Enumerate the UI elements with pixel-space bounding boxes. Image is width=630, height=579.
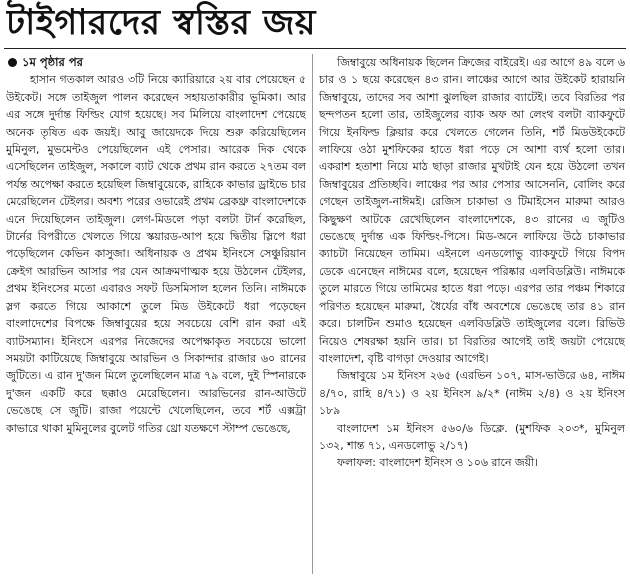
headline-rule (4, 48, 626, 49)
left-column-text: হাসান গতকাল আরও ৩টি নিয়ে ক্যারিয়ারে ২য় বার পেয়েছেন ৫ উইকেট। সঙ্গে তাইজুল পালন করেছেন সহায়তাকারীর ভূমিকা। আর এর সঙ্গে দুর্দান্ত ফিল্ডিং যোগ হয়েছে। সব মিলিয়ে বাংলাদেশ পেয়েছে অনেক তৃষিত এক জয়ই। আবু জায়েদকে দিয়ে শুরু করিয়েছিলেন মুমিনুল, মুভমেন্টও পেয়েছিলেন এই পেসার। আরেক দিক থেকে এসেছিলেন তাইজুল, সকালে ব্যাট থেকে প্রথম রান করতে ২৭তম বল পর্যন্ত অপেক্ষা করতে হয়েছিল জিম্বাবুয়েকে, রাহিকে কাভার ড্রাইভে চার মেরেছিলেন টেইলর। অবশ্য পরের ওভারেই প্রথম ব্রেকথ্রু বাংলাদেশকে এনে দিয়েছিলেন তাইজুল। লেগ-মিডলে পড়া বলটা টার্ন করেছিল, টার্নের বিপরীতে খেলতে গিয়ে স্কয়ারড-আপ হয়ে দ্বিতীয় স্লিপে ধরা পড়েছিলেন কেভিন কাসুজা। অধিনায়ক ও প্রথম ইনিংসে সেঞ্চুরিয়ান ক্রেইগ আরভিন আসার পর যেন আক্রমণাত্মক হয়ে উঠলেন টেইলর, প্রথম ইনিংসের মতো এবারও সফট ডিসমিসাল হলেন তিনি। নাঈমকে স্লগ করতে গিয়ে আকাশে তুলে মিড উইকেটে ধরা পড়েছেন বাংলাদেশের বিপক্ষে জিম্বাবুয়ের হয়ে সবচেয়ে বেশি রান করা এই ব্যাটসম্যান। ইনিংসে এরপর নিজেদের অপেক্ষাকৃত সবচেয়ে ভালো সময়টা কাটিয়েছে জিম্বাবুয়ে আরভিন ও সিকান্দার রাজার ৬০ রানের জুটিতে। এ রান দু'জন মিলে তুলেছিলেন মাত্র ৭৯ বলে, দুই স্পিনারকে দু'জন একটি করে ছক্কাও মেরেছিলেন। আরভিনের রান-আউটে ভেঙেছে সে জুটি। রাজা পয়েন্টে খেলেছিলেন, তবে শর্ট এক্সট্রা কাভারে থাকা মুমিনুলের বুলেট গতির থ্রো যতক্ষণে স্টাম্প ভেঙেছে, (6, 73, 306, 435)
right-column-text: জিম্বাবুয়ে অধিনায়ক ছিলেন ক্রিজের বাইরেই। এর আগে ৪৯ বলে ৬ চার ও ১ ছয়ে করেছেন ৪৩ রান। লাঞ্চের আগে আর উইকেট হারায়নি জিম্বাবুয়ে, তাদের সব আশা ঝুলছিল রাজার ব্যাটেই। তবে বিরতির পর ছন্দপতন হলো তার, তাইজুলের ব্যাক অফ আ লেংথ বলটা ব্যাকফুটে গিয়ে ইনফিল্ড ক্লিয়ার করে খেলতে গেলেন তিনি, শর্ট মিডউইকেটে লাফিয়ে ওঠা মুশফিকের হাতে ধরা পড়ে সে আশা ব্যর্থ হলো তার। একরাশ হতাশা নিয়ে মাঠ ছাড়া রাজার মুখটাই যেন হয়ে উঠলো তখন জিম্বাবুয়ের প্রতিচ্ছবি। লাঞ্চের পর আর পেসার আসেননি, বোলিং করে গেছেন তাইজুল-নাঈমই। রেজিস চাকাভা ও টিমাইসেন মারুমা আরও কিছুক্ষণ আটকে রেখেছিলেন বাংলাদেশকে, ৪৩ রানের এ জুটিও ভেঙেছে দুর্দান্ত এক ফিল্ডিং-পিসে। মিড-অনে লাফিয়ে উঠে চাকাভার ক্যাচটা নিয়েছেন তামিম। এইনলে এনডলোভু ব্যাকফুটে গিয়ে বিপদ ডেকে এনেছেন নাঈমের বলে, হয়েছেন পরিষ্কার এলবিডব্লিউ। নাঈমকে তুলে মারতে গিয়ে তামিমের হাতে ধরা পড়ে। এরপর তার পঞ্চম শিকারে পরিণত হয়েছেন মারুমা, ধৈর্যের বাঁধ অবশেষে ভেঙেছে তার ৪১ রান করে। চালটিন শুমাও হয়েছেন এলবিডব্লিউ তাইজুলের বলে। রিভিউ নিয়েও শেষরক্ষা হয়নি তার। চা বিরতির আগেই তাই জয়টা পেয়েছে বাংলাদেশ, বৃষ্টি বাগড়া দেওয়ার আগেই। (319, 56, 625, 365)
bullet-icon (8, 58, 17, 67)
scorecard-bangladesh: বাংলাদেশ ১ম ইনিংস ৫৬০/৬ ডিক্লে. (মুশফিক ২০৩*, মুমিনুল ১৩২, শান্ত ৭১, এনডলোভু ২/১৭) (319, 421, 625, 452)
headline: টাইগারদের স্বস্তির জয় (6, 3, 317, 43)
scorecard-zimbabwe: জিম্বাবুয়ে ১ম ইনিংস ২৬৫ (এরভিন ১০৭, মাস-ভাউরে ৬৪, নাঈম ৪/৭০, রাহি ৪/৭১) ও ২য় ইনিংস ৯/২* (নাঈম ২/৪) ও ২য় ইনিংস ১৮৯ (319, 369, 625, 418)
continued-from-kicker (6, 54, 306, 71)
column-divider (312, 54, 313, 574)
kicker-text: ১ম পৃষ্ঠার পর (22, 55, 83, 69)
left-column (6, 54, 306, 579)
right-column (319, 54, 625, 579)
match-result: ফলাফল: বাংলাদেশ ইনিংস ও ১০৬ রানে জয়ী। (337, 456, 539, 470)
